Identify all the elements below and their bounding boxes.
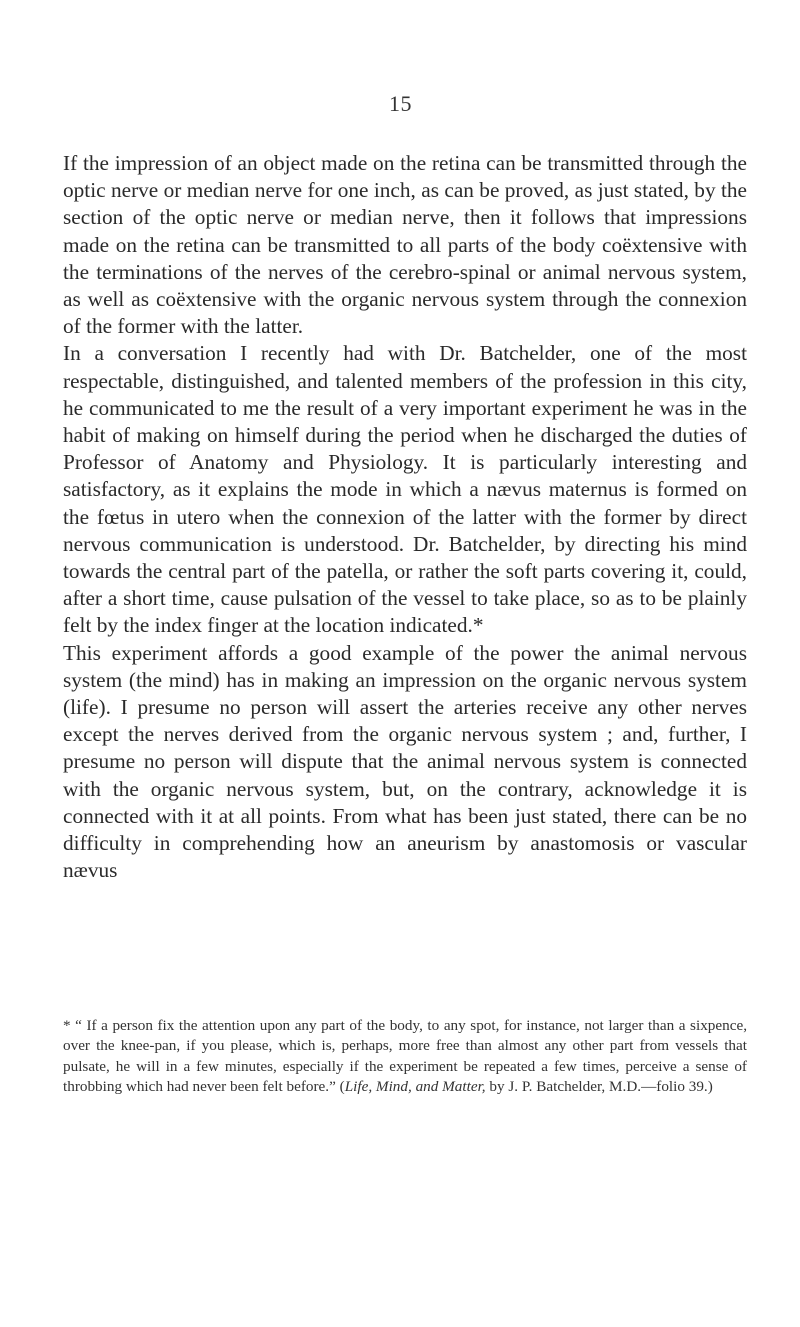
paragraph: This experiment affords a good example of the power the animal nervous system (the mind) has in making an impression on the organic nervous system (life). I presume no person will assert the arteries receive any other nerves except the nerves derived from the organic nervous system ; and, further, I presume no person will dispute that the animal nervous system is connected with the organic nervous system, but, on the contrary, acknowledge it is connected with it at all points. From what has been just stated, there can be no difficulty in comprehending how an aneurism by anastomosis or vascular nævus <box>63 640 747 883</box>
paragraph: In a conversation I recently had with Dr. Batchelder, one of the most respectable, distinguished, and talented members of the profession in this city, he communicated to me the result of a very important experiment he was in the habit of making on himself during the period when he discharged the duties of Professor of Anatomy and Physiology. It is particularly interesting and satisfactory, as it explains the mode in which a nævus maternus is formed on the fœtus in utero when the connexion of the latter with the former by direct nervous communication is understood. Dr. Batchelder, by directing his mind towards the central part of the patella, or rather the soft parts covering it, could, after a short time, cause pulsation of the vessel to take place, so as to be plainly felt by the index finger at the location indicated.* <box>63 341 747 638</box>
page-number: 15 <box>389 91 412 116</box>
footnote-text: * “ If a person fix the attention upon any part of the body, to any spot, for instance, not larger than a sixpence, over the knee-pan, if you please, which is, perhaps, more free than almost any other part from vessels that pulsate, he will in a few minutes, especially if the experiment be repeated a few times, perceive a sense of throbbing which had never been felt before.” ( <box>63 1017 747 1096</box>
footnote-citation: Life, Mind, and Matter, <box>344 1078 486 1096</box>
footnote-citation-rest: by J. P. Batchelder, M.D.—folio 39.) <box>485 1078 713 1096</box>
body-text <box>63 150 747 884</box>
footnote <box>63 1016 747 1098</box>
paragraph: If the impression of an object made on the retina can be transmitted through the optic nerve or median nerve for one inch, as can be proved, as just stated, by the section of the optic nerve or median nerve, then it follows that impressions made on the retina can be transmitted to all parts of the body coëxtensive with the terminations of the nerves of the cerebro-spinal or animal nervous system, as well as coëxtensive with the organic nervous system through the connexion of the former with the latter. <box>63 151 747 339</box>
footnote-paragraph <box>63 1016 747 1098</box>
